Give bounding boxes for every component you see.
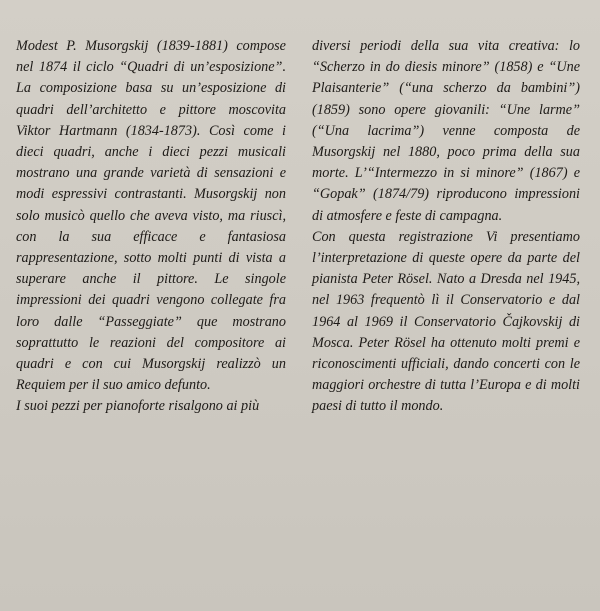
left-paragraph-2: I suoi pezzi per pianoforte risalgono ai più [16, 398, 260, 415]
right-paragraph-2: Con questa registrazione Vi presentiamo l’interpretazione di queste opere da parte del pianista Peter Rösel. Nato a Dresda nel 1945, nel 1963 frequentò lì il Conservatorio e dal 1964 al 1969 il Conservatorio Čajkovskij di Mosca. Peter Rösel ha ottenuto molti premi e riconoscimenti ufficiali, dando concerti con le maggiori orchestre di tutta l’Europa e di molti paesi di tutto il mondo. [312, 228, 580, 415]
left-column [16, 36, 286, 418]
left-paragraph-1: Modest P. Musorgskij (1839-1881) compose nel 1874 il ciclo “Quadri di un’esposizione”. La composizione basa su un’esposizione di quadri dell’architetto e pittore moscovita Viktor Hartmann (1834-1873). Così come i dieci quadri, anche i dieci pezzi musicali mostrano una grande varietà di sensazioni e modi espressivi contrastanti. Musorgskij non solo musicò quello che aveva visto, ma riuscì, con la sua efficace e fantasiosa rappresentazione, sotto molti punti di vista a superare anche il pittore. Le singole impressioni dei quadri vengono collegate fra loro dalle “Passeggiate” que mostrano soprattutto le reazioni del compositore ai quadri e con cui Musorgskij realizzò un Requiem per il suo amico defunto. [16, 38, 286, 394]
right-paragraph-1: diversi periodi della sua vita creativa: lo “Scherzo in do diesis minore” (1858) e “Une Plaisanterie” (“una scherzo da bambini”) (1859) sono opere giovanili: “Une larme” (“Una lacrima”) venne composta de Musorgskij nel 1880, poco prima della sua morte. L’“Intermezzo in si minore” (1867) e “Gopak” (1874/79) riproducono impressioni di atmosfere e feste di campagna. [312, 38, 580, 224]
right-column [312, 36, 580, 418]
